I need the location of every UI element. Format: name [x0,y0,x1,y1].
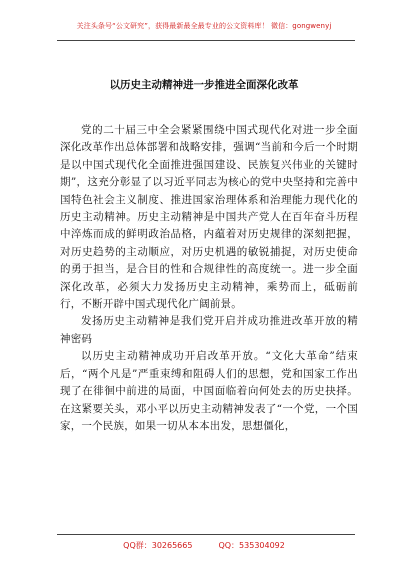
footer-divider [57,534,355,535]
footer-qq: QQ：535304092 [218,541,285,550]
header-note: 关注头条号“公文研究”，获得最新最全最专业的公文资料库！ 微信：gongwenyj [76,22,332,30]
document-title: 以历史主动精神进一步推进全面深化改革 [109,79,299,91]
paragraph-subheading: 发扬历史主动精神是我们党开启并成功推进改革开放的精神密码 [60,315,358,345]
paragraph-body: 以历史主动精神成功开启改革开放。“文化大革命”结束后，“两个凡是”严重束缚和阻碍人们的思想，党和国家工作出现了在徘徊中前进的局面，中国面临着向何处去的历史抉择。在这紧要关头，邓小平以历史主动精神发表了“一个党，一个国家，一个民族，如果一切从本本出发，思想僵化， [60,350,358,432]
header-divider [57,40,355,41]
footer-qq-group: QQ群：30265665 [123,541,193,550]
footer-contact [0,540,408,551]
document-body [60,122,358,435]
paragraph-intro: 党的二十届三中全会紧紧围绕中国式现代化对进一步全面深化改革作出总体部署和战略安排，强调“当前和今后一个时期是以中国式现代化全面推进强国建设、民族复兴伟业的关键时期”，这充分彰显了以习近平同志为核心的党中央坚持和完善中国特色社会主义制度、推进国家治理体系和治理能力现代化的历史主动精神。历史主动精神是中国共产党人在百年奋斗历程中淬炼而成的鲜明政治品格，内蕴着对历史规律的深刻把握，对历史趋势的主动顺应，对历史机遇的敏锐捕捉，对历史使命的勇于担当，是合目的性和合规律性的高度统一。进一步全面深化改革，必须大力发扬历史主动精神，乘势而上，砥砺前行，不断开辟中国式现代化广阔前景。 [60,124,358,311]
